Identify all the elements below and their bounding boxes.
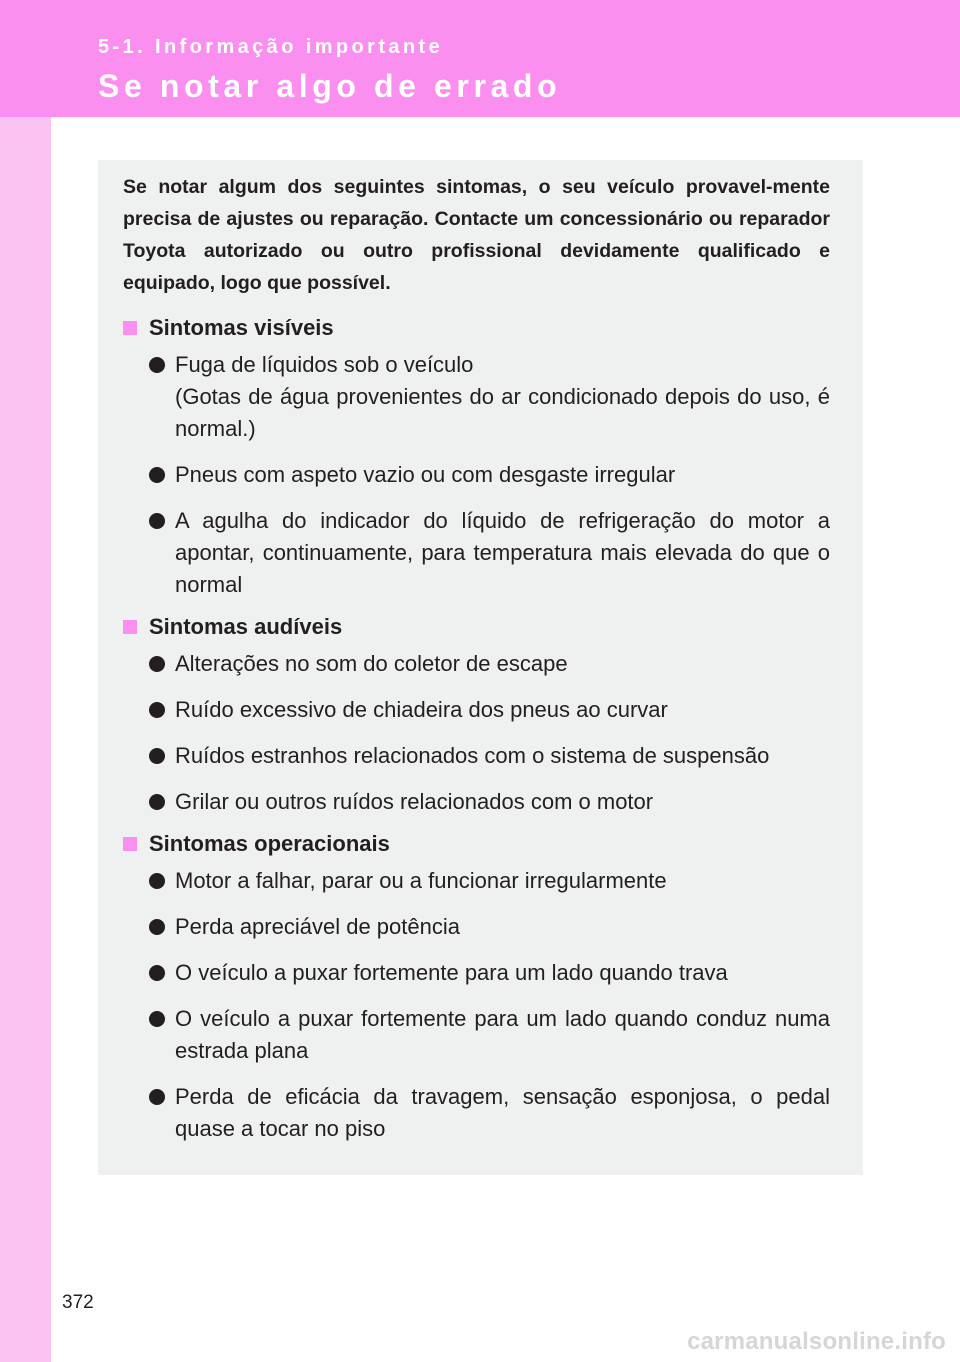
square-bullet-icon bbox=[123, 620, 137, 634]
item-text: Perda de eficácia da travagem, sensação esponjosa, o pedal quase a tocar no piso bbox=[175, 1084, 830, 1141]
item-text: O veículo a puxar fortemente para um lado quando conduz numa estrada plana bbox=[175, 1006, 830, 1063]
page-number: 372 bbox=[62, 1292, 94, 1313]
round-bullet-icon bbox=[149, 702, 165, 718]
square-bullet-icon bbox=[123, 837, 137, 851]
round-bullet-icon bbox=[149, 1089, 165, 1105]
item-text: Ruídos estranhos relacionados com o sistema de suspensão bbox=[175, 743, 770, 768]
round-bullet-icon bbox=[149, 965, 165, 981]
list-item bbox=[123, 865, 830, 897]
symptoms-box bbox=[98, 160, 863, 1175]
section-title: Sintomas operacionais bbox=[149, 830, 390, 856]
item-text: Perda apreciável de potência bbox=[175, 914, 460, 939]
round-bullet-icon bbox=[149, 794, 165, 810]
square-bullet-icon bbox=[123, 321, 137, 335]
list-item bbox=[123, 1003, 830, 1067]
section-heading-audible bbox=[123, 611, 830, 642]
item-text: O veículo a puxar fortemente para um lado quando trava bbox=[175, 960, 728, 985]
item-text: Fuga de líquidos sob o veículo bbox=[175, 352, 474, 377]
list-item bbox=[123, 349, 830, 445]
round-bullet-icon bbox=[149, 656, 165, 672]
item-text: Alterações no som do coletor de escape bbox=[175, 651, 568, 676]
round-bullet-icon bbox=[149, 467, 165, 483]
round-bullet-icon bbox=[149, 748, 165, 764]
page-header bbox=[0, 0, 960, 117]
watermark: carmanualsonline.info bbox=[687, 1328, 946, 1355]
round-bullet-icon bbox=[149, 357, 165, 373]
list-item bbox=[123, 505, 830, 601]
list-item bbox=[123, 740, 830, 772]
list-item bbox=[123, 957, 830, 989]
round-bullet-icon bbox=[149, 513, 165, 529]
list-item bbox=[123, 786, 830, 818]
list-item bbox=[123, 1081, 830, 1145]
item-text: Grilar ou outros ruídos relacionados com o motor bbox=[175, 789, 654, 814]
section-title: Sintomas audíveis bbox=[149, 613, 343, 639]
intro-paragraph: Se notar algum dos seguintes sintomas, o seu veículo provavel-mente precisa de ajustes ou reparação. Contacte um concessionário ou reparador Toyota autorizado ou outro profissional devidamente qualificado e equipado, logo que possível. bbox=[123, 176, 830, 294]
round-bullet-icon bbox=[149, 1011, 165, 1027]
item-text: Pneus com aspeto vazio ou com desgaste irregular bbox=[175, 462, 676, 487]
item-text: Motor a falhar, parar ou a funcionar irregularmente bbox=[175, 868, 667, 893]
section-heading-visible bbox=[123, 312, 830, 343]
item-text: A agulha do indicador do líquido de refrigeração do motor a apontar, continuamente, para temperatura mais elevada do que o normal bbox=[175, 508, 830, 597]
list-item bbox=[123, 694, 830, 726]
item-text: Ruído excessivo de chiadeira dos pneus ao curvar bbox=[175, 697, 668, 722]
section-label: 5-1. Informação importante bbox=[98, 36, 444, 58]
round-bullet-icon bbox=[149, 873, 165, 889]
left-margin-bar bbox=[0, 0, 51, 1362]
item-note: (Gotas de água provenientes do ar condicionado depois do uso, é normal.) bbox=[175, 384, 830, 441]
section-heading-operational bbox=[123, 828, 830, 859]
list-item bbox=[123, 911, 830, 943]
list-item bbox=[123, 648, 830, 680]
section-title: Sintomas visíveis bbox=[149, 314, 334, 340]
round-bullet-icon bbox=[149, 919, 165, 935]
list-item bbox=[123, 459, 830, 491]
page-title: Se notar algo de errado bbox=[98, 68, 562, 104]
